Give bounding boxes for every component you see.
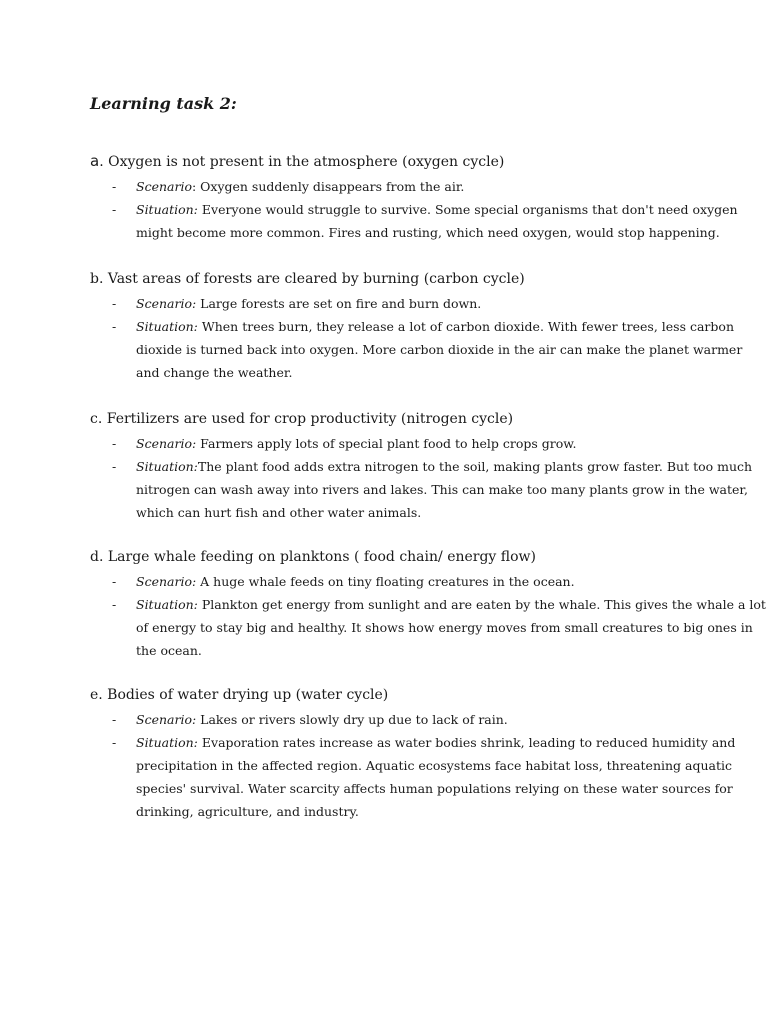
section-heading: d. Large whale feeding on planktons ( food chain/ energy flow) xyxy=(90,549,537,565)
section-c xyxy=(90,409,753,524)
situation-text-line: of energy to stay big and healthy. It shows how energy moves from small creatures to big ones in xyxy=(136,620,753,635)
situation-text-line: might become more common. Fires and rusting, which need oxygen, would stop happening. xyxy=(136,225,720,240)
situation-label: Situation: xyxy=(136,459,198,474)
situation-item xyxy=(90,455,753,524)
section-heading-text: . Oxygen is not present in the atmosphere (oxygen cycle) xyxy=(99,154,505,170)
situation-text-line: species' survival. Water scarcity affects human populations relying on these water sources for xyxy=(136,781,733,796)
scenario-text: Lakes or rivers slowly dry up due to lack of rain. xyxy=(196,712,508,727)
scenario-text: Large forests are set on fire and burn down. xyxy=(196,296,482,311)
section-e xyxy=(90,685,736,823)
situation-text-line: dioxide is turned back into oxygen. More carbon dioxide in the air can make the planet warmer xyxy=(136,342,743,357)
bullet-dash: - xyxy=(112,574,117,589)
scenario-label: Scenario xyxy=(136,179,192,194)
scenario-item xyxy=(90,708,690,731)
bullet-dash: - xyxy=(112,436,117,451)
scenario-label: Scenario: xyxy=(136,574,197,589)
section-heading: c. Fertilizers are used for crop productivity (nitrogen cycle) xyxy=(90,411,514,427)
situation-label: Situation: xyxy=(136,597,198,612)
scenario-item xyxy=(90,292,690,315)
situation-text-line: Evaporation rates increase as water bodies shrink, leading to reduced humidity and xyxy=(197,735,736,750)
situation-text-line: which can hurt fish and other water animals. xyxy=(136,505,422,520)
situation-text-line: and change the weather. xyxy=(136,365,293,380)
situation-label: Situation: xyxy=(136,735,198,750)
situation-text-line: precipitation in the affected region. Aquatic ecosystems face habitat loss, threatening aquatic xyxy=(136,758,733,773)
situation-text-line: the ocean. xyxy=(136,643,202,658)
bullet-dash: - xyxy=(112,597,117,612)
bullet-dash: - xyxy=(112,459,117,474)
bullet-dash: - xyxy=(112,296,117,311)
section-b xyxy=(90,269,743,384)
situation-item xyxy=(90,593,766,662)
situation-item xyxy=(90,315,743,384)
situation-item xyxy=(90,198,738,244)
scenario-label: Scenario: xyxy=(136,436,197,451)
situation-text-line: The plant food adds extra nitrogen to the soil, making plants grow faster. But too much xyxy=(197,459,753,474)
situation-label: Situation: xyxy=(136,202,198,217)
situation-text-line: Everyone would struggle to survive. Some special organisms that don't need oxygen xyxy=(197,202,738,217)
situation-item xyxy=(90,731,736,823)
scenario-item xyxy=(90,432,690,455)
section-heading xyxy=(90,151,690,172)
situation-text-line: Plankton get energy from sunlight and are eaten by the whale. This gives the whale a lot xyxy=(197,597,766,612)
bullet-dash: - xyxy=(112,712,117,727)
document-title: Learning task 2: xyxy=(90,94,237,113)
scenario-item xyxy=(90,175,690,198)
section-letter: a xyxy=(90,152,100,170)
situation-label: Situation: xyxy=(136,319,198,334)
scenario-text: Farmers apply lots of special plant food to help crops grow. xyxy=(196,436,577,451)
section-heading: b. Vast areas of forests are cleared by burning (carbon cycle) xyxy=(90,271,525,287)
scenario-text: A huge whale feeds on tiny floating creatures in the ocean. xyxy=(196,574,575,589)
section-heading: e. Bodies of water drying up (water cycle) xyxy=(90,687,389,703)
situation-text-line: drinking, agriculture, and industry. xyxy=(136,804,359,819)
situation-text-line: When trees burn, they release a lot of carbon dioxide. With fewer trees, less carbon xyxy=(197,319,734,334)
scenario-label: Scenario: xyxy=(136,296,197,311)
bullet-dash: - xyxy=(112,202,117,217)
scenario-item xyxy=(90,570,690,593)
section-a xyxy=(90,151,738,244)
situation-text-line: nitrogen can wash away into rivers and lakes. This can make too many plants grow in the water, xyxy=(136,482,748,497)
scenario-label: Scenario: xyxy=(136,712,197,727)
scenario-text: : Oxygen suddenly disappears from the air. xyxy=(191,179,465,194)
bullet-dash: - xyxy=(112,179,117,194)
bullet-dash: - xyxy=(112,735,117,750)
bullet-dash: - xyxy=(112,319,117,334)
section-d xyxy=(90,547,766,662)
